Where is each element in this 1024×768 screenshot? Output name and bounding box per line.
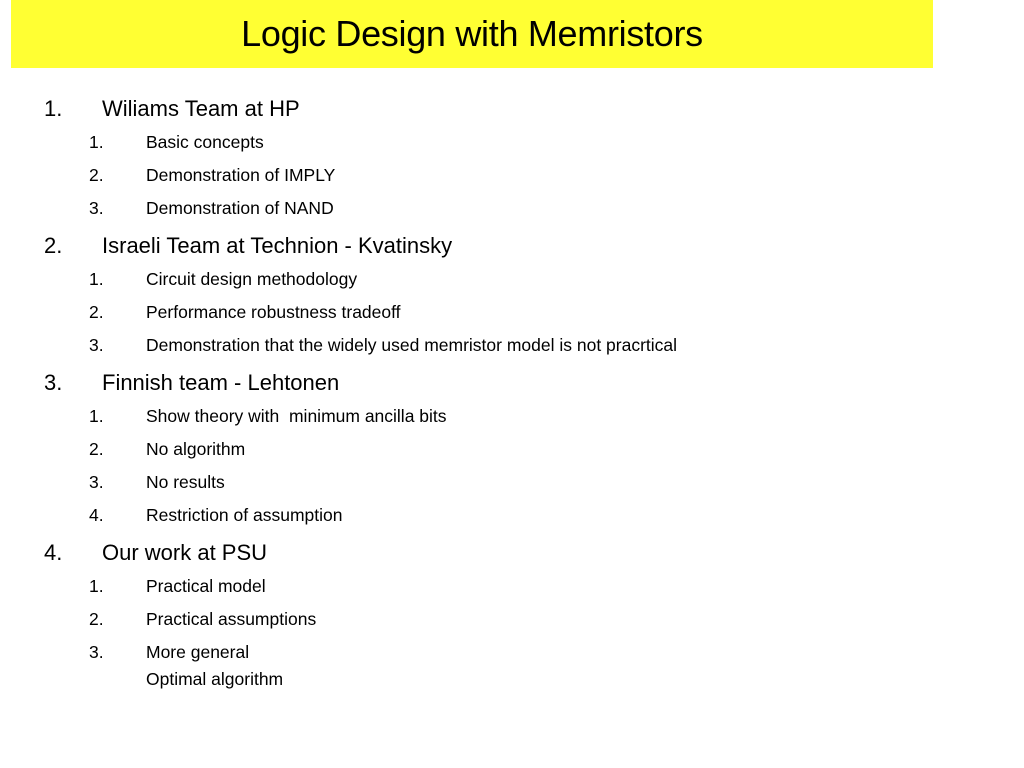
section-number: 3. [44,370,63,395]
item-text: No results [146,472,225,492]
list-item [89,636,1004,693]
title-bar [11,0,933,68]
item-number: 2. [89,302,104,322]
list-item [89,329,1004,362]
item-text: Circuit design methodology [146,269,358,289]
section-label: Wiliams Team at HP [102,96,300,121]
list-item [89,296,1004,329]
list-item [89,263,1004,296]
list-item [89,603,1004,636]
list-item [89,466,1004,499]
list-item [89,499,1004,532]
item-text: Demonstration of NAND [146,198,334,218]
list-item [89,570,1004,603]
section-number: 1. [44,96,63,121]
item-text: Demonstration of IMPLY [146,165,336,185]
section-heading [44,366,1004,400]
list-item [89,159,1004,192]
item-text: Practical assumptions [146,609,317,629]
item-number: 1. [89,132,104,152]
item-text: Performance robustness tradeoff [146,302,401,322]
item-text: Restriction of assumption [146,505,343,525]
item-number: 2. [89,165,104,185]
item-number: 3. [89,335,104,355]
item-number: 1. [89,406,104,426]
section-heading [44,229,1004,263]
section-heading [44,92,1004,126]
list-item [89,400,1004,433]
item-text: Demonstration that the widely used memristor model is not pracrtical [146,335,678,355]
section-label: Israeli Team at Technion - Kvatinsky [102,233,453,258]
item-number: 3. [89,472,104,492]
section-4 [44,536,1004,693]
section-number: 2. [44,233,63,258]
section-1 [44,92,1004,225]
section-3 [44,366,1004,532]
item-number: 1. [89,576,104,596]
slide-title: Logic Design with Memristors [241,13,703,54]
item-number: 4. [89,505,104,525]
item-number: 3. [89,198,104,218]
section-label: Finnish team - Lehtonen [102,370,340,395]
item-text: Practical model [146,576,266,596]
item-number: 2. [89,439,104,459]
section-number: 4. [44,540,63,565]
sub-list [44,263,1004,362]
sub-list [44,400,1004,532]
list-item [89,126,1004,159]
section-heading [44,536,1004,570]
item-text: Basic concepts [146,132,264,152]
list-item [89,433,1004,466]
sub-list [44,126,1004,225]
section-label: Our work at PSU [102,540,268,565]
item-number: 3. [89,642,104,662]
outline-list [44,92,1004,697]
item-text: No algorithm [146,439,246,459]
section-2 [44,229,1004,362]
item-text: Show theory with minimum ancilla bits [146,406,447,426]
sub-list [44,570,1004,693]
list-item [89,192,1004,225]
item-number: 1. [89,269,104,289]
item-text: More general Optimal algorithm [146,642,284,689]
item-number: 2. [89,609,104,629]
